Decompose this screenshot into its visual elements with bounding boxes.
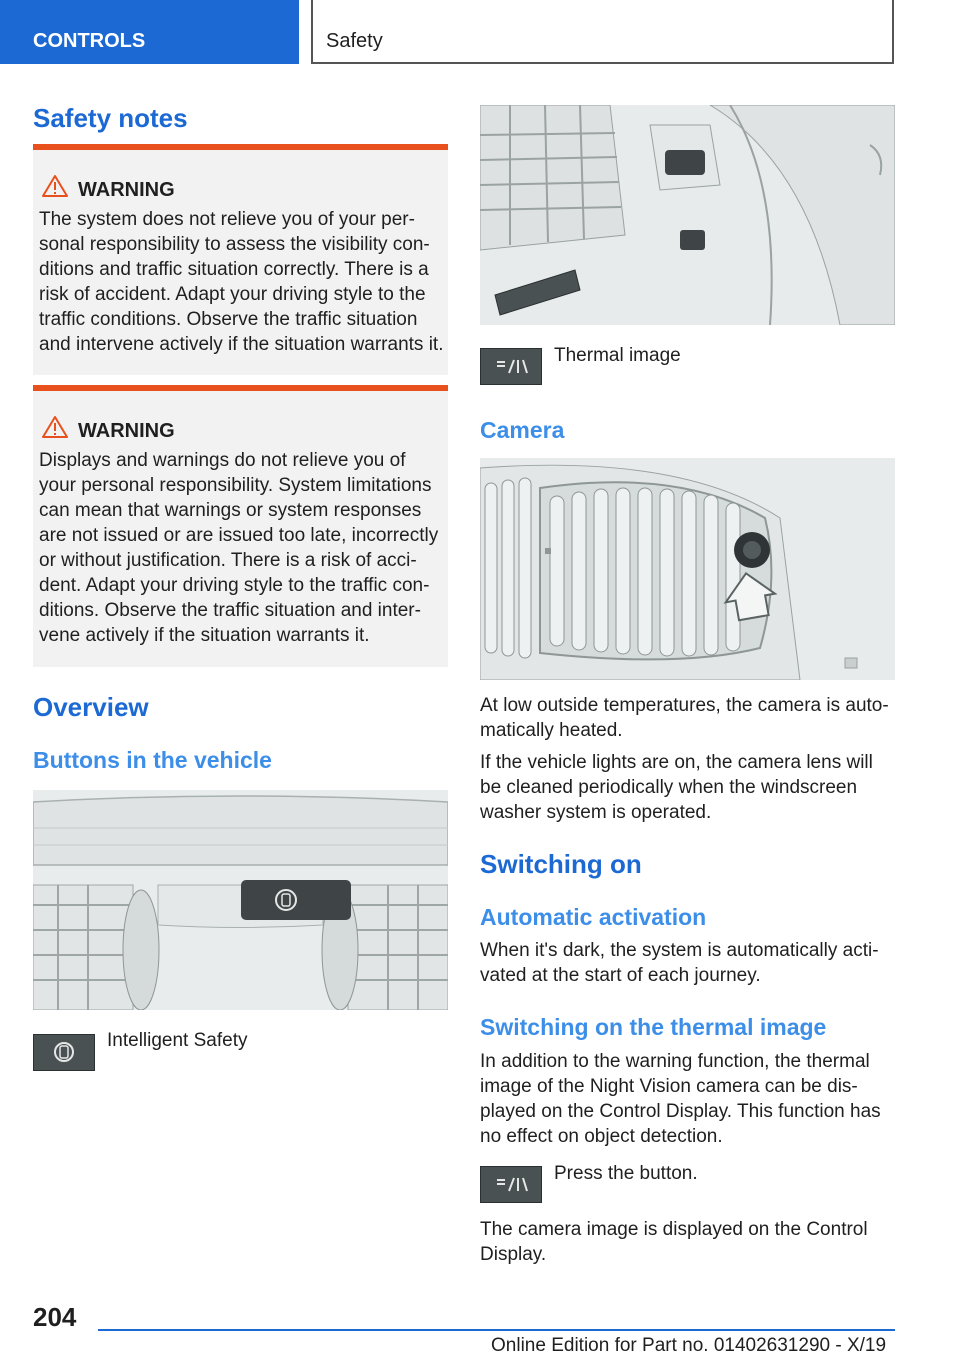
chapter-title: Safety bbox=[326, 30, 383, 52]
thermal-image-label: Thermal image bbox=[554, 345, 681, 366]
thermal-image-button-icon bbox=[480, 348, 542, 385]
thermal-on-heading: Switching on the thermal image bbox=[480, 1014, 827, 1040]
camera-grille-drawing bbox=[480, 458, 895, 680]
dashboard-drawing bbox=[33, 790, 448, 1010]
intelligent-safety-button-icon bbox=[33, 1034, 95, 1071]
thermal-image-button-icon bbox=[480, 1166, 542, 1203]
warning-text: The system does not relieve you of your per- sonal responsibility to assess the visibility con- ditions and traffic situation correctly. There is a risk of accident. Adapt your driving style to the traffic conditions. Observe the traffic situation and intervene actively if the situation warrants it. bbox=[39, 209, 444, 355]
steering-column-drawing bbox=[480, 105, 895, 325]
warning-title: WARNING bbox=[78, 420, 175, 442]
thermal-on-text: In addition to the warning function, the thermal image of the Night Vision camera can be dis- played on the Control Display. This function has no effect on object detection. bbox=[480, 1051, 881, 1147]
safety-notes-heading: Safety notes bbox=[33, 103, 188, 133]
section-tab bbox=[0, 0, 299, 64]
camera-grille-illustration bbox=[480, 458, 895, 680]
press-button-label: Press the button. bbox=[554, 1163, 698, 1184]
intelligent-safety-label: Intelligent Safety bbox=[107, 1030, 248, 1051]
warning-triangle-icon bbox=[42, 415, 68, 439]
dashboard-illustration bbox=[33, 790, 448, 1010]
automatic-activation-text: When it's dark, the system is automatically acti- vated at the start of each journey. bbox=[480, 940, 879, 986]
section-title: CONTROLS bbox=[33, 30, 146, 52]
camera-paragraph-2: If the vehicle lights are on, the camera lens will be cleaned periodically when the windscreen washer system is operated. bbox=[480, 752, 873, 823]
camera-heading: Camera bbox=[480, 417, 565, 443]
camera-display-text: The camera image is displayed on the Control Display. bbox=[480, 1219, 868, 1265]
steering-column-illustration bbox=[480, 105, 895, 325]
edition-text: Online Edition for Part no. 01402631290 - X/19 bbox=[491, 1335, 887, 1356]
warning-title: WARNING bbox=[78, 179, 175, 201]
switching-on-heading: Switching on bbox=[480, 849, 642, 879]
footer-divider bbox=[98, 1329, 895, 1331]
warning-box-1 bbox=[33, 144, 448, 375]
camera-paragraph-1: At low outside temperatures, the camera is auto- matically heated. bbox=[480, 695, 889, 741]
chapter-tab bbox=[311, 0, 894, 64]
warning-box-2 bbox=[33, 385, 448, 667]
page-number: 204 bbox=[33, 1302, 77, 1332]
warning-triangle-icon bbox=[42, 174, 68, 198]
overview-heading: Overview bbox=[33, 692, 149, 722]
warning-text: Displays and warnings do not relieve you of your personal responsibility. System limitations can mean that warnings or system responses are not issued or are issued too late, incorrectly or without justification. There is a risk of acci- dent. Adapt your driving style to the traffic con- ditions. Observe the traffic situation and inter- vene actively if the situation warrants it. bbox=[39, 450, 439, 646]
buttons-heading: Buttons in the vehicle bbox=[33, 747, 272, 773]
automatic-activation-heading: Automatic activation bbox=[480, 904, 707, 930]
